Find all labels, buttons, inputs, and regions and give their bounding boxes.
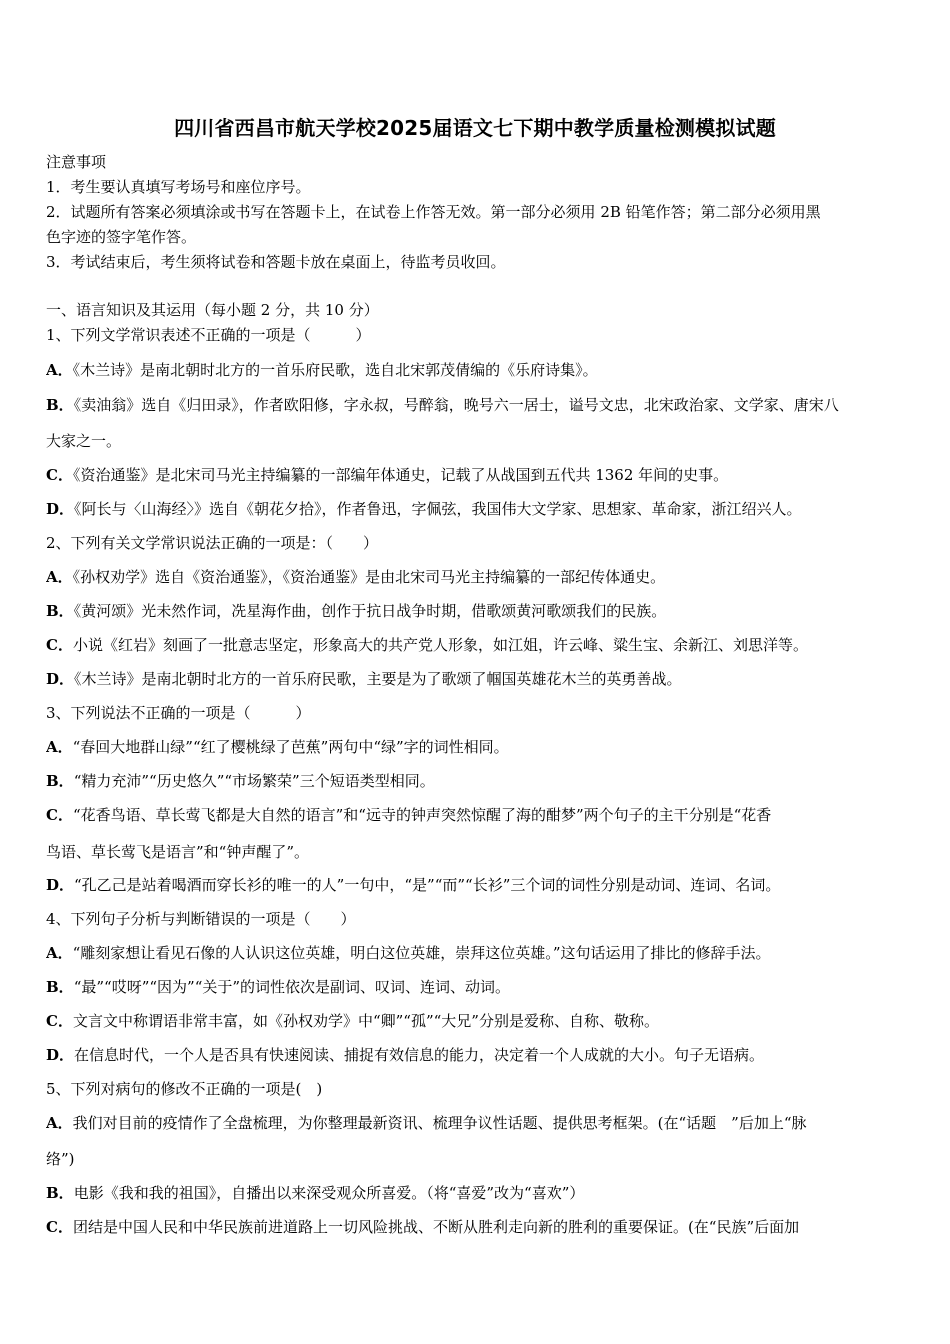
option-text: “花香鸟语、草长莺飞都是大自然的语言”和“远寺的钟声突然惊醒了海的酣梦”两个句子的主干分别是“花香 (72, 806, 772, 824)
page-title: 四川省西昌市航天学校2025届语文七下期中教学质量检测模拟试题 (174, 116, 776, 140)
option-letter: D． (46, 1046, 75, 1064)
question-option (46, 567, 908, 587)
option-text: “精力充沛”“历史悠久”“市场繁荣”三个短语类型相同。 (73, 772, 435, 790)
option-text: 文言文中称谓语非常丰富，如《孙权劝学》中“卿”“孤”“大兄”分别是爱称、自称、敬称。 (72, 1012, 659, 1030)
option-text: “雕刻家想让看见石像的人认识这位英雄，明白这位英雄，崇拜这位英雄。”这句话运用了排比的修辞手法。 (72, 944, 771, 962)
option-letter: B． (46, 602, 74, 620)
option-letter: B． (46, 978, 74, 996)
option-letter: C． (46, 636, 73, 654)
option-continuation: 鸟语、草长莺飞是语言”和“钟声醒了”。 (46, 843, 310, 861)
notice-item: 1．考生要认真填写考场号和座位序号。 (46, 178, 311, 196)
question-option (46, 395, 908, 415)
option-letter: D． (46, 670, 75, 688)
question-option (46, 1011, 908, 1031)
option-text: 《黄河颂》光未然作词，冼星海作曲，创作于抗日战争时期，借歌颂黄河歌颂我们的民族。 (73, 602, 667, 620)
option-text: 《木兰诗》是南北朝时北方的一首乐府民歌，主要是为了歌颂了帼国英雄花木兰的英勇善战。 (74, 670, 682, 688)
question-stem: 1、下列文学常识表述不正确的一项是（ ） (46, 326, 371, 344)
option-letter: C． (46, 806, 73, 824)
notice-item: 色字迹的签字笔作答。 (46, 228, 197, 246)
option-text: 《木兰诗》是南北朝时北方的一首乐府民歌，选自北宋郭茂倩编的《乐府诗集》。 (72, 361, 598, 379)
option-letter: A． (46, 738, 73, 756)
question-option (46, 465, 908, 485)
notice-heading: 注意事项 (46, 153, 107, 171)
option-text: 电影《我和我的祖国》，自播出以来深受观众所喜爱。（将“喜爱”改为“喜欢”） (73, 1184, 585, 1202)
option-continuation: 大家之一。 (46, 432, 122, 450)
option-letter: C． (46, 1218, 73, 1236)
option-text: 在信息时代，一个人是否具有快速阅读、捕捉有效信息的能力，决定着一个人成就的大小。句子无语病。 (74, 1046, 765, 1064)
notice-item: 2．试题所有答案必须填涂或书写在答题卡上，在试卷上作答无效。第一部分必须用 2B 铅笔作答；第二部分必须用黑 (46, 203, 821, 221)
option-letter: A． (46, 568, 73, 586)
question-option (46, 1217, 908, 1237)
question-option (46, 943, 908, 963)
question-option (46, 1045, 908, 1065)
question-option (46, 771, 908, 791)
option-letter: A． (46, 361, 73, 379)
option-text: 团结是中国人民和中华民族前进道路上一切风险挑战、不断从胜利走向新的胜利的重要保证。(在“民族”后面加 (72, 1218, 800, 1236)
question-option (46, 601, 908, 621)
option-text: 《卖油翁》选自《归田录》，作者欧阳修，字永叔，号醉翁，晚号六一居士，谥号文忠，北宋政治家、文学家、唐宋八 (73, 396, 839, 414)
option-letter: C． (46, 1012, 73, 1030)
option-text: 我们对目前的疫情作了全盘梳理，为你整理最新资讯、梳理争议性话题、提供思考框架。(在“话题 ”后加上“脉 (72, 1114, 807, 1132)
question-option (46, 977, 908, 997)
question-option (46, 1113, 908, 1133)
option-letter: B． (46, 1184, 74, 1202)
question-stem: 5、下列对病句的修改不正确的一项是( ) (46, 1080, 323, 1098)
option-text: “孔乙己是站着喝酒而穿长衫的唯一的人”一句中，“是”“而”“长衫”三个词的词性分别是动词、连词、名词。 (74, 876, 781, 894)
question-option (46, 499, 908, 519)
option-letter: D． (46, 500, 75, 518)
option-letter: D． (46, 876, 75, 894)
question-option (46, 737, 908, 757)
option-letter: B． (46, 772, 74, 790)
question-option (46, 360, 908, 380)
section-heading: 一、语言知识及其运用（每小题 2 分，共 10 分） (46, 301, 379, 319)
option-continuation: 络”) (46, 1150, 75, 1168)
option-letter: A． (46, 1114, 73, 1132)
question-stem: 3、下列说法不正确的一项是（ ） (46, 704, 311, 722)
option-text: 小说《红岩》刻画了一批意志坚定，形象高大的共产党人形象，如江姐，许云峰、粱生宝、余新江、刘思洋等。 (72, 636, 808, 654)
question-option (46, 635, 908, 655)
option-letter: A． (46, 944, 73, 962)
question-option (46, 805, 908, 825)
question-stem: 2、下列有关文学常识说法正确的一项是：（ ） (46, 534, 379, 552)
option-text: 《资治通鉴》是北宋司马光主持编纂的一部编年体通史，记载了从战国到五代共 1362 年间的史事。 (72, 466, 729, 484)
question-option (46, 875, 908, 895)
question-stem: 4、下列句子分析与判断错误的一项是（ ） (46, 910, 356, 928)
option-text: 《阿长与〈山海经〉》选自《朝花夕拾》，作者鲁迅，字佩弦，我国伟大文学家、思想家、革命家，浙江绍兴人。 (74, 500, 802, 518)
option-text: “最”“哎呀”“因为”“关于”的词性依次是副词、叹词、连词、动词。 (73, 978, 511, 996)
option-text: “春回大地群山绿”“红了樱桃绿了芭蕉”两句中“绿”字的词性相同。 (72, 738, 509, 756)
notice-item: 3．考试结束后，考生须将试卷和答题卡放在桌面上，待监考员收回。 (46, 253, 506, 271)
option-text: 《孙权劝学》选自《资治通鉴》，《资治通鉴》是由北宋司马光主持编纂的一部纪传体通史。 (72, 568, 666, 586)
question-option (46, 669, 908, 689)
option-letter: C． (46, 466, 73, 484)
question-option (46, 1183, 908, 1203)
option-letter: B． (46, 396, 74, 414)
